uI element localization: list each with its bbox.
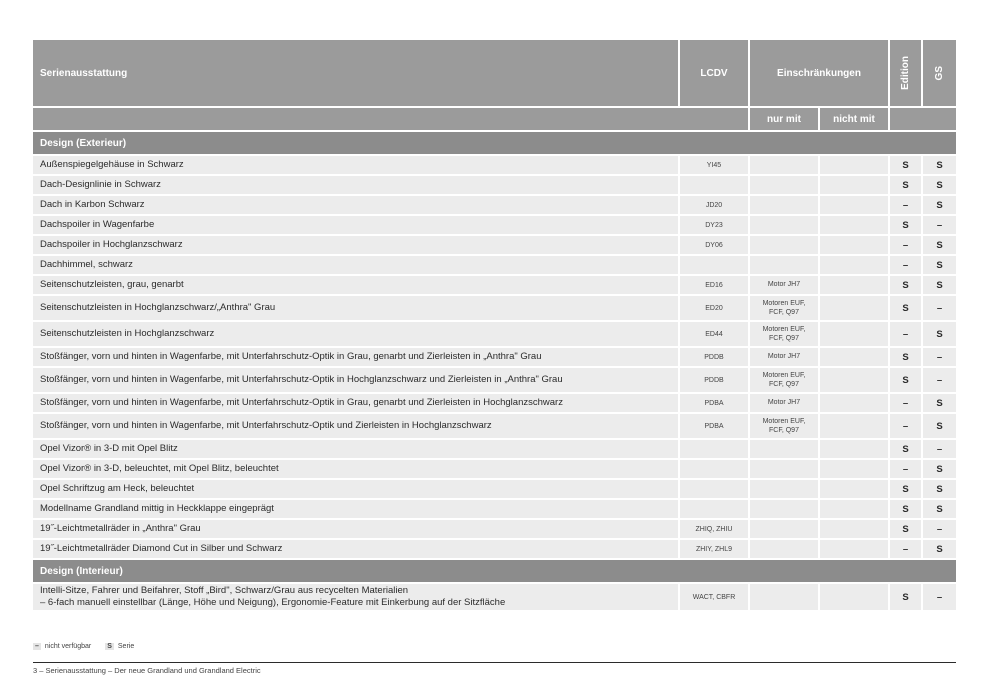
equipment-table — [33, 40, 956, 610]
row-feature-text: Stoßfänger, vorn und hinten in Wagenfarbe, mit Unterfahrschutz-Optik in Grau, genarbt und Zierleisten in Hochglanzschwarz — [40, 397, 563, 408]
row-lcdv-code: PDDB — [680, 368, 750, 392]
row-gs-value: S — [936, 397, 943, 409]
row-gs-value: – — [936, 591, 943, 603]
row-lcdv-code: DY06 — [680, 236, 750, 254]
row-feature-name — [33, 236, 680, 254]
row-lcdv-code: PDBA — [680, 394, 750, 412]
row-edition-value: S — [890, 480, 923, 498]
header-edition-label: Edition — [900, 56, 911, 90]
row-lcdv-code — [680, 500, 750, 518]
row-gs-value: S — [936, 328, 943, 340]
row-nicht-mit — [820, 540, 890, 558]
subheader-nur-mit: nur mit — [750, 108, 820, 130]
section-header: Design (Exterieur) — [33, 132, 956, 154]
row-nicht-mit — [820, 440, 890, 458]
row-feature-text: Dach in Karbon Schwarz — [40, 199, 145, 210]
header-serienausstattung: Serienausstattung — [33, 40, 680, 106]
row-lcdv-code: YI45 — [680, 156, 750, 174]
row-nicht-mit — [820, 256, 890, 274]
row-edition-value: S — [890, 216, 923, 234]
table-row — [33, 196, 956, 214]
table-header — [33, 40, 956, 106]
row-edition-value: S — [890, 368, 923, 392]
row-gs-value: S — [936, 179, 943, 191]
row-gs-value: S — [936, 483, 943, 495]
row-gs-value: S — [936, 543, 943, 555]
row-edition-value: S — [890, 296, 923, 320]
row-feature-text: Opel Schriftzug am Heck, beleuchtet — [40, 483, 195, 494]
table-row — [33, 156, 956, 174]
table-row — [33, 368, 956, 392]
row-lcdv-code — [680, 176, 750, 194]
row-nur-mit — [750, 540, 820, 558]
table-row — [33, 480, 956, 498]
row-feature-text: Seitenschutzleisten in Hochglanzschwarz — [40, 328, 215, 339]
row-lcdv-code: PDBA — [680, 414, 750, 438]
row-gs-value: S — [936, 159, 943, 171]
header-gs-label: GS — [934, 65, 945, 81]
row-lcdv-code: ED44 — [680, 322, 750, 346]
row-gs-value: – — [936, 302, 943, 314]
row-edition-value: – — [890, 540, 923, 558]
row-feature-text: Außenspiegelgehäuse in Schwarz — [40, 159, 184, 170]
row-edition-value: S — [890, 156, 923, 174]
row-gs-value: – — [936, 374, 943, 386]
row-nur-mit: Motor JH7 — [750, 394, 820, 412]
row-nur-mit — [750, 584, 820, 610]
row-gs-value: S — [936, 239, 943, 251]
table-row — [33, 256, 956, 274]
row-nicht-mit — [820, 414, 890, 438]
row-nur-mit — [750, 440, 820, 458]
row-lcdv-code: ED16 — [680, 276, 750, 294]
row-feature-text: Stoßfänger, vorn und hinten in Wagenfarbe, mit Unterfahrschutz-Optik und Zierleisten in Hochglanzschwarz — [40, 420, 492, 431]
legend-dash-label: nicht verfügbar — [44, 643, 92, 650]
row-nicht-mit — [820, 394, 890, 412]
row-feature-name — [33, 584, 680, 610]
row-nur-mit — [750, 176, 820, 194]
table-row — [33, 520, 956, 538]
table-row — [33, 276, 956, 294]
table-row — [33, 348, 956, 366]
row-edition-value: – — [890, 236, 923, 254]
row-lcdv-code: WACT, CBFR — [680, 584, 750, 610]
row-feature-name — [33, 348, 680, 366]
row-nur-mit — [750, 236, 820, 254]
row-lcdv-code: ED20 — [680, 296, 750, 320]
table-row — [33, 584, 956, 610]
row-feature-line: – 6-fach manuell einstellbar (Länge, Höhe und Neigung), Ergonomie-Feature mit Einkerbung auf der Sitzfläche — [40, 597, 506, 608]
row-nicht-mit — [820, 480, 890, 498]
row-lcdv-code — [680, 440, 750, 458]
row-feature-name — [33, 276, 680, 294]
row-nicht-mit — [820, 460, 890, 478]
table-row — [33, 296, 956, 320]
row-nur-mit: Motoren EUF, FCF, Q97 — [750, 322, 820, 346]
row-gs-value: – — [936, 443, 943, 455]
row-lcdv-code: PDDB — [680, 348, 750, 366]
footer-divider — [33, 662, 956, 663]
row-nicht-mit — [820, 276, 890, 294]
row-nur-mit: Motoren EUF, FCF, Q97 — [750, 368, 820, 392]
table-row — [33, 540, 956, 558]
row-feature-name — [33, 368, 680, 392]
row-feature-name — [33, 460, 680, 478]
row-nicht-mit — [820, 156, 890, 174]
row-nicht-mit — [820, 236, 890, 254]
row-feature-name — [33, 176, 680, 194]
row-nicht-mit — [820, 322, 890, 346]
row-nur-mit: Motoren EUF, FCF, Q97 — [750, 414, 820, 438]
row-nicht-mit — [820, 196, 890, 214]
row-nicht-mit — [820, 500, 890, 518]
table-row — [33, 236, 956, 254]
table-row — [33, 176, 956, 194]
row-nur-mit — [750, 480, 820, 498]
row-edition-value: S — [890, 440, 923, 458]
row-gs-value: S — [936, 503, 943, 515]
table-row — [33, 216, 956, 234]
row-feature-text: 19˝-Leichtmetallräder Diamond Cut in Silber und Schwarz — [40, 543, 283, 554]
header-lcdv: LCDV — [680, 40, 750, 106]
row-nur-mit — [750, 520, 820, 538]
row-edition-value: – — [890, 460, 923, 478]
row-gs-value: – — [936, 351, 943, 363]
section-header: Design (Interieur) — [33, 560, 956, 582]
row-feature-text: Dach-Designlinie in Schwarz — [40, 179, 161, 190]
row-lcdv-code: DY23 — [680, 216, 750, 234]
row-lcdv-code: ZHIY, ZHL9 — [680, 540, 750, 558]
row-feature-text: Opel Vizor® in 3-D mit Opel Blitz — [40, 443, 178, 454]
row-nur-mit — [750, 500, 820, 518]
row-nicht-mit — [820, 216, 890, 234]
row-feature-name — [33, 500, 680, 518]
row-feature-name — [33, 414, 680, 438]
row-edition-value: S — [890, 348, 923, 366]
row-edition-value: S — [890, 500, 923, 518]
row-feature-name — [33, 540, 680, 558]
legend-s-symbol: S — [107, 643, 112, 650]
row-feature-name — [33, 394, 680, 412]
row-nicht-mit — [820, 348, 890, 366]
row-nicht-mit — [820, 520, 890, 538]
table-row — [33, 460, 956, 478]
table-row — [33, 500, 956, 518]
row-edition-value: – — [890, 196, 923, 214]
legend-s-label: Serie — [117, 643, 135, 650]
row-nur-mit — [750, 156, 820, 174]
row-feature-text: Dachspoiler in Wagenfarbe — [40, 219, 155, 230]
row-gs-value: – — [936, 523, 943, 535]
row-gs-value: S — [936, 199, 943, 211]
header-edition — [890, 40, 923, 106]
legend-dash-symbol: – — [35, 643, 39, 650]
row-nicht-mit — [820, 584, 890, 610]
row-lcdv-code: JD20 — [680, 196, 750, 214]
table-row — [33, 394, 956, 412]
row-nur-mit: Motor JH7 — [750, 348, 820, 366]
row-feature-name — [33, 480, 680, 498]
row-nur-mit: Motoren EUF, FCF, Q97 — [750, 296, 820, 320]
row-gs-value: – — [936, 219, 943, 231]
table-row — [33, 322, 956, 346]
table-subheader — [33, 106, 956, 130]
table-row — [33, 414, 956, 438]
row-edition-value: – — [890, 394, 923, 412]
row-nicht-mit — [820, 296, 890, 320]
row-feature-name — [33, 156, 680, 174]
row-lcdv-code — [680, 256, 750, 274]
legend — [33, 643, 134, 650]
table-body — [33, 132, 956, 610]
row-feature-name — [33, 216, 680, 234]
row-feature-name — [33, 322, 680, 346]
row-edition-value: S — [890, 176, 923, 194]
row-feature-text: 19˝-Leichtmetallräder in „Anthra" Grau — [40, 523, 201, 534]
row-nur-mit — [750, 196, 820, 214]
row-feature-name — [33, 196, 680, 214]
subheader-blank-right — [890, 108, 956, 130]
row-edition-value: – — [890, 322, 923, 346]
row-nicht-mit — [820, 176, 890, 194]
row-feature-text: Dachhimmel, schwarz — [40, 259, 133, 270]
row-lcdv-code — [680, 460, 750, 478]
row-lcdv-code — [680, 480, 750, 498]
row-feature-name — [33, 296, 680, 320]
page-footer: 3 – Serienausstattung – Der neue Grandland und Grandland Electric — [33, 666, 261, 675]
row-feature-text: Seitenschutzleisten in Hochglanzschwarz/„Anthra" Grau — [40, 302, 276, 313]
subheader-nicht-mit: nicht mit — [820, 108, 890, 130]
row-feature-text: Stoßfänger, vorn und hinten in Wagenfarbe, mit Unterfahrschutz-Optik in Grau, genarbt und Zierleisten in „Anthra" Grau — [40, 351, 542, 362]
row-gs-value: S — [936, 463, 943, 475]
row-nicht-mit — [820, 368, 890, 392]
row-edition-value: S — [890, 584, 923, 610]
row-gs-value: S — [936, 279, 943, 291]
row-feature-name — [33, 256, 680, 274]
row-feature-text: Modellname Grandland mittig in Heckklappe eingeprägt — [40, 503, 274, 514]
row-feature-text: Dachspoiler in Hochglanzschwarz — [40, 239, 183, 250]
row-nur-mit — [750, 216, 820, 234]
row-nur-mit — [750, 460, 820, 478]
row-feature-text: Seitenschutzleisten, grau, genarbt — [40, 279, 184, 290]
row-edition-value: S — [890, 276, 923, 294]
row-lcdv-code: ZHIQ, ZHIU — [680, 520, 750, 538]
header-gs — [923, 40, 956, 106]
row-feature-name — [33, 440, 680, 458]
row-edition-value: S — [890, 520, 923, 538]
table-row — [33, 440, 956, 458]
row-gs-value: S — [936, 259, 943, 271]
subheader-blank — [33, 108, 750, 130]
row-gs-value: S — [936, 420, 943, 432]
row-nur-mit: Motor JH7 — [750, 276, 820, 294]
row-feature-name — [33, 520, 680, 538]
row-edition-value: – — [890, 414, 923, 438]
row-feature-text: Stoßfänger, vorn und hinten in Wagenfarbe, mit Unterfahrschutz-Optik in Hochglanzschwarz und Zierleisten in „Anthra" Grau — [40, 374, 563, 385]
row-nur-mit — [750, 256, 820, 274]
row-feature-line: Intelli-Sitze, Fahrer und Beifahrer, Stoff „Bird", Schwarz/Grau aus recycelten Materialien — [40, 585, 409, 596]
row-edition-value: – — [890, 256, 923, 274]
header-einschraenkungen: Einschränkungen — [750, 40, 890, 106]
row-feature-text: Opel Vizor® in 3-D, beleuchtet, mit Opel Blitz, beleuchtet — [40, 463, 279, 474]
